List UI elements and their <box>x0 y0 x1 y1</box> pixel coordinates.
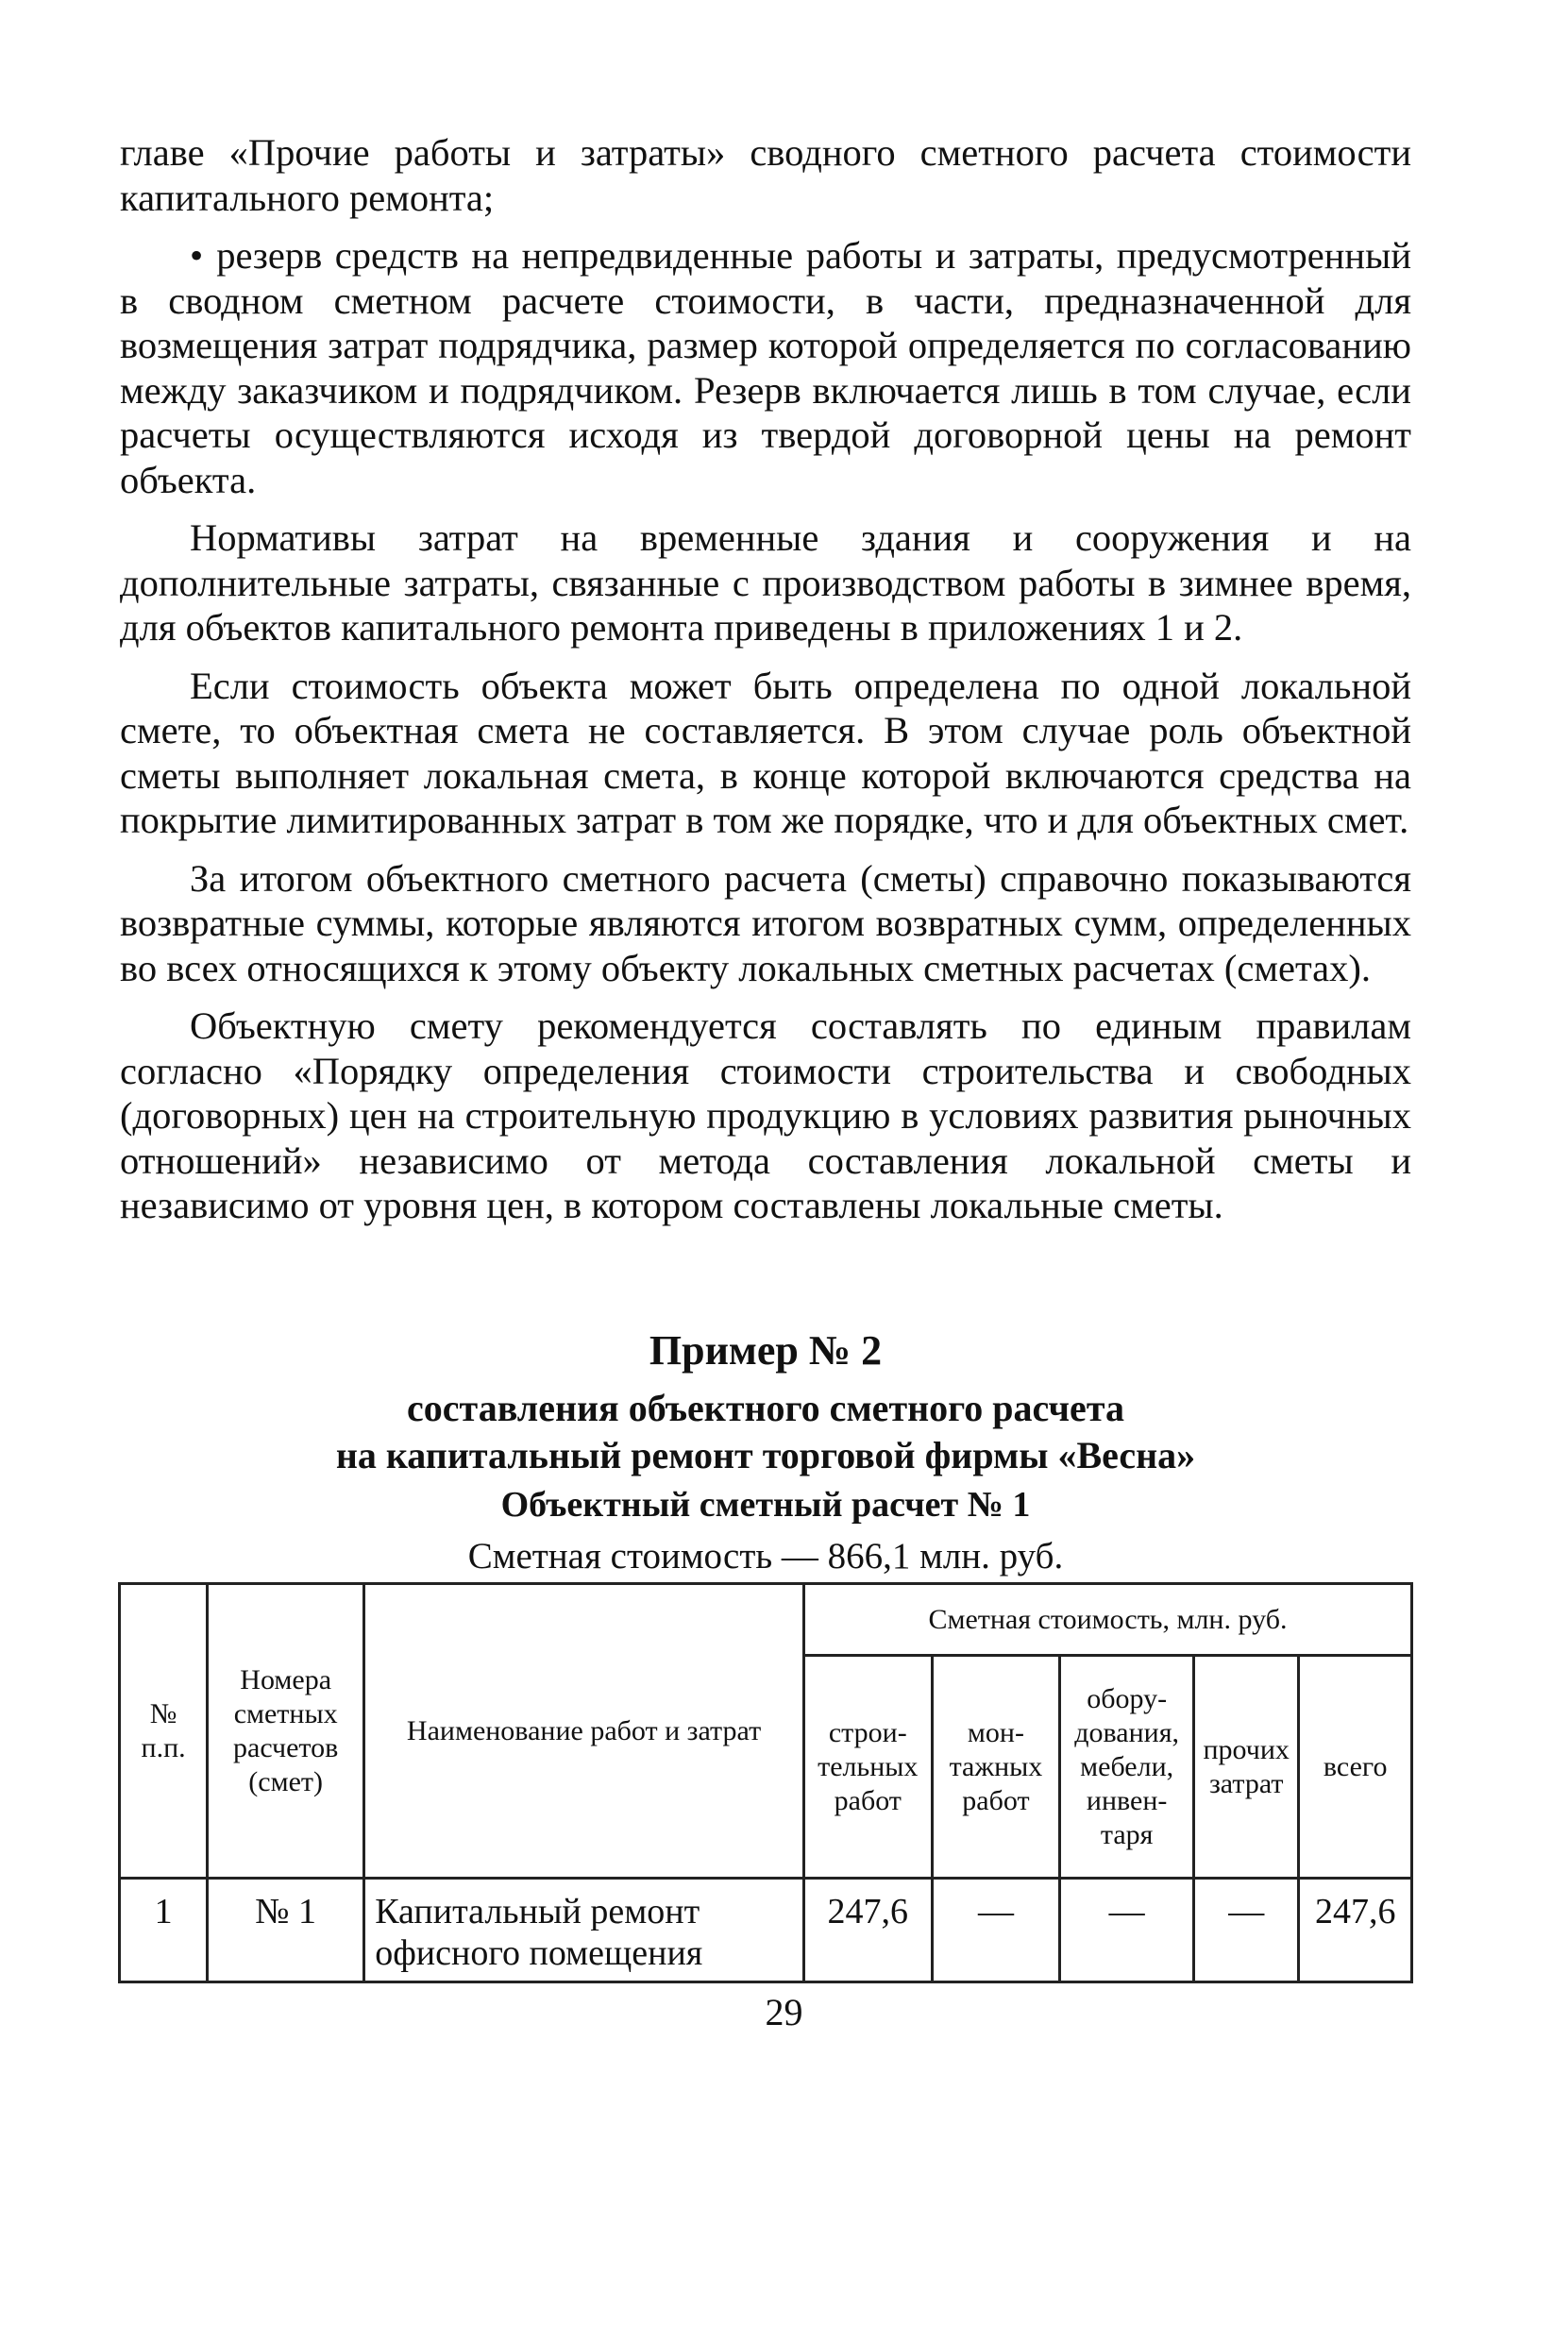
bullet-paragraph <box>120 233 1411 502</box>
header-num: № п.п. <box>120 1584 208 1879</box>
cell-name: Капитальный ремонт офисного помещения <box>364 1879 804 1982</box>
cell-equipment: — <box>1060 1879 1194 1982</box>
page-number: 29 <box>765 1991 803 2033</box>
example-title: Пример № 2 <box>649 1327 883 1374</box>
cell-construction: 247,6 <box>803 1879 932 1982</box>
paragraph-local-estimate: Если стоимость объекта может быть определена по одной локальной смете, то объектная смета не составляется. В этом случае роль объектной сметы выполняет локальная смета, в конце которой включаются средства на покрытие лимитированных затрат в том же порядке, что и для объектных смет. <box>120 664 1411 841</box>
cell-other: — <box>1194 1879 1299 1982</box>
header-cost-group: Сметная стоимость, млн. руб. <box>803 1584 1411 1656</box>
calc-title: Объектный сметный расчет № 1 <box>500 1485 1031 1525</box>
header-estimate-numbers: Номера сметных расчетов (смет) <box>208 1584 364 1879</box>
table-row <box>120 1879 1412 1982</box>
header-total: всего <box>1299 1656 1412 1879</box>
estimated-cost: Сметная стоимость — 866,1 млн. руб. <box>467 1536 1064 1577</box>
body-text <box>120 130 1411 1241</box>
paragraph-continuation: главе «Прочие работы и затраты» сводного сметного расчета стоимости капитального ремонта; <box>120 131 1411 219</box>
cell-installation: — <box>932 1879 1060 1982</box>
example-subtitle-line1: составления объектного сметного расчета <box>407 1387 1124 1429</box>
cell-total: 247,6 <box>1299 1879 1412 1982</box>
bullet-icon: • <box>190 234 204 277</box>
header-name: Наименование работ и затрат <box>364 1584 804 1879</box>
paragraph-rules: Объектную смету рекомендуется составлять по единым правилам согласно «Порядку определения стоимости строительства и свободных (договорных) цен на строительную продукцию в условиях развития рыночных отношений» независимо от метода составления локальной сметы и независимо от уровня цен, в котором составлены локальные сметы. <box>120 1004 1411 1226</box>
header-equipment: обору-дования, мебели, инвен-таря <box>1060 1656 1194 1879</box>
paragraph-return-sums: За итогом объектного сметного расчета (сметы) справочно показываются возвратные суммы, которые являются итогом возвратных сумм, определенных во всех относящихся к этому объекту локальных сметных расчетах (сметах). <box>120 856 1411 989</box>
estimate-table <box>118 1582 1413 1983</box>
bullet-text: резерв средств на непредвиденные работы и затраты, предусмотренный в сводном сметном расчете стоимости, в части, предназначенной для возмещения затрат подрядчика, размер которой определяется по согласованию между заказчиком и подрядчиком. Резерв включается лишь в том случае, если расчеты осуществляются исходя из твердой договорной цены на ремонт объекта. <box>120 234 1411 501</box>
cell-estimate: № 1 <box>208 1879 364 1982</box>
header-other: прочих затрат <box>1194 1656 1299 1879</box>
example-subtitle-line2: на капитальный ремонт торговой фирмы «Весна» <box>335 1434 1196 1476</box>
cell-num: 1 <box>120 1879 208 1982</box>
header-installation: мон-тажных работ <box>932 1656 1060 1879</box>
paragraph-norms: Нормативы затрат на временные здания и сооружения и на дополнительные затраты, связанные с производством работы в зимнее время, для объектов капитального ремонта приведены в приложениях 1 и 2. <box>120 516 1411 649</box>
header-construction: строи-тельных работ <box>803 1656 932 1879</box>
